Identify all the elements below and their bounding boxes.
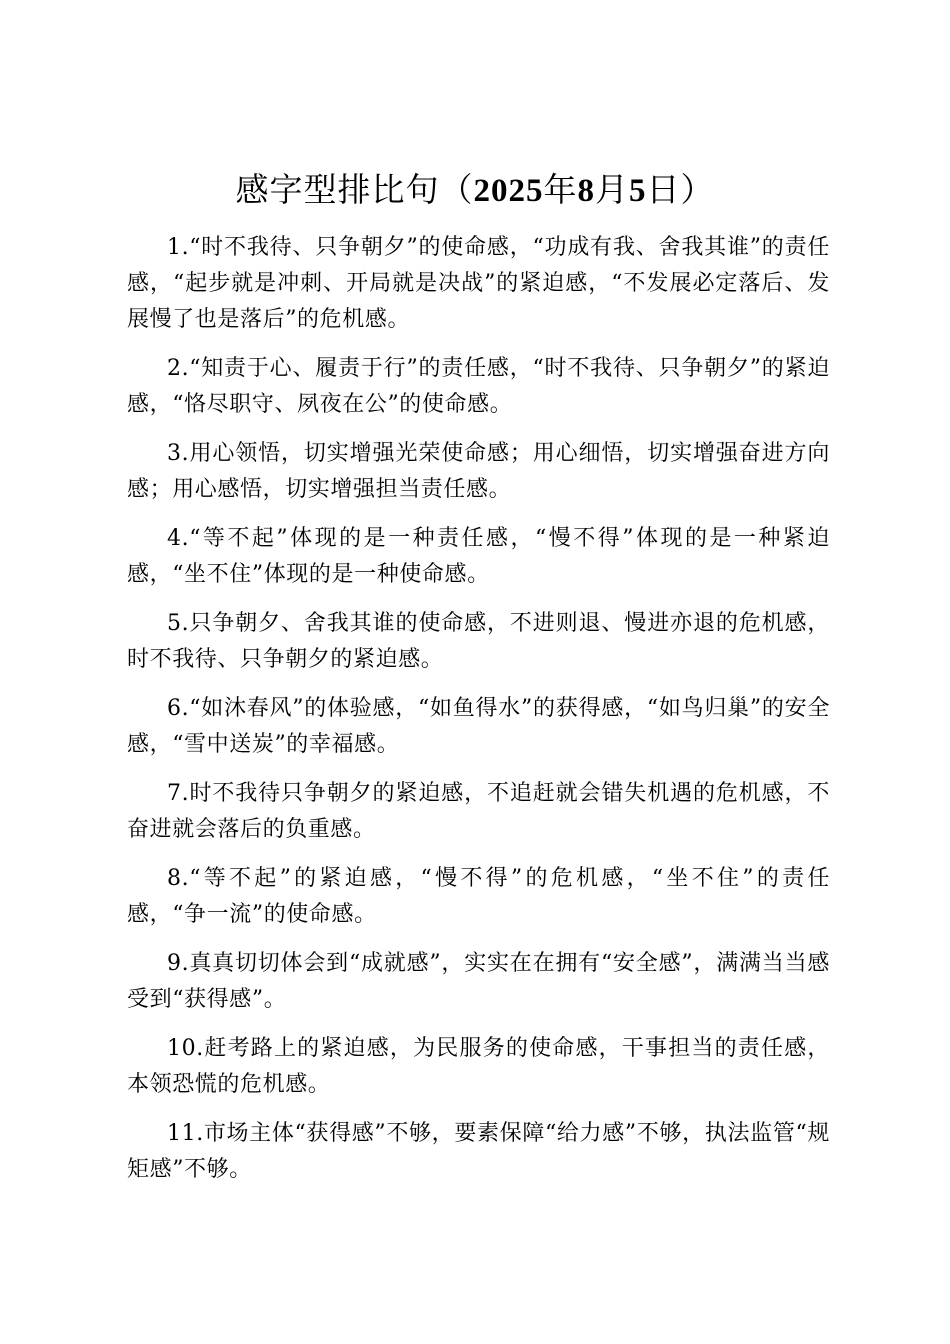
title-year: 2025 bbox=[473, 173, 544, 209]
title-prefix: 感字型排比句（ bbox=[235, 170, 474, 209]
paragraph-8: 8.“等不起”的紧迫感，“慢不得”的危机感，“坐不住”的责任感，“争一流”的使命感。 bbox=[127, 866, 830, 927]
paragraph-7: 7.时不我待只争朝夕的紧迫感，不追赶就会错失机遇的危机感，不奋进就会落后的负重感。 bbox=[127, 781, 830, 842]
document-title bbox=[0, 168, 950, 213]
paragraph-9: 9.真真切切体会到“成就感”，实实在在拥有“安全感”，满满当当感受到“获得感”。 bbox=[127, 951, 830, 1012]
paragraph-2: 2.“知责于心、履责于行”的责任感，“时不我待、只争朝夕”的紧迫感，“恪尽职守、夙夜在公”的使命感。 bbox=[127, 356, 830, 417]
paragraph-6: 6.“如沐春风”的体验感，“如鱼得水”的获得感，“如鸟归巢”的安全感，“雪中送炭”的幸福感。 bbox=[127, 696, 830, 757]
paragraph-10: 10.赶考路上的紧迫感，为民服务的使命感，干事担当的责任感，本领恐慌的危机感。 bbox=[127, 1036, 830, 1097]
paragraph-3: 3.用心领悟，切实增强光荣使命感；用心细悟，切实增强奋进方向感；用心感悟，切实增强担当责任感。 bbox=[127, 441, 830, 502]
title-yue: 月 bbox=[595, 170, 629, 209]
title-nian: 年 bbox=[543, 170, 578, 209]
title-suffix: 日） bbox=[646, 170, 715, 209]
paragraph-11: 11.市场主体“获得感”不够，要素保障“给力感”不够，执法监管“规矩感”不够。 bbox=[127, 1121, 830, 1182]
title-day: 5 bbox=[629, 173, 647, 209]
paragraph-4: 4.“等不起”体现的是一种责任感，“慢不得”体现的是一种紧迫感，“坐不住”体现的是一种使命感。 bbox=[127, 526, 830, 587]
title-month: 8 bbox=[577, 173, 595, 209]
paragraph-5: 5.只争朝夕、舍我其谁的使命感，不进则退、慢进亦退的危机感，时不我待、只争朝夕的紧迫感。 bbox=[127, 611, 830, 672]
document-body bbox=[127, 230, 830, 1201]
paragraph-1: 1.“时不我待、只争朝夕”的使命感，“功成有我、舍我其谁”的责任感，“起步就是冲刺、开局就是决战”的紧迫感，“不发展必定落后、发展慢了也是落后”的危机感。 bbox=[127, 235, 830, 332]
